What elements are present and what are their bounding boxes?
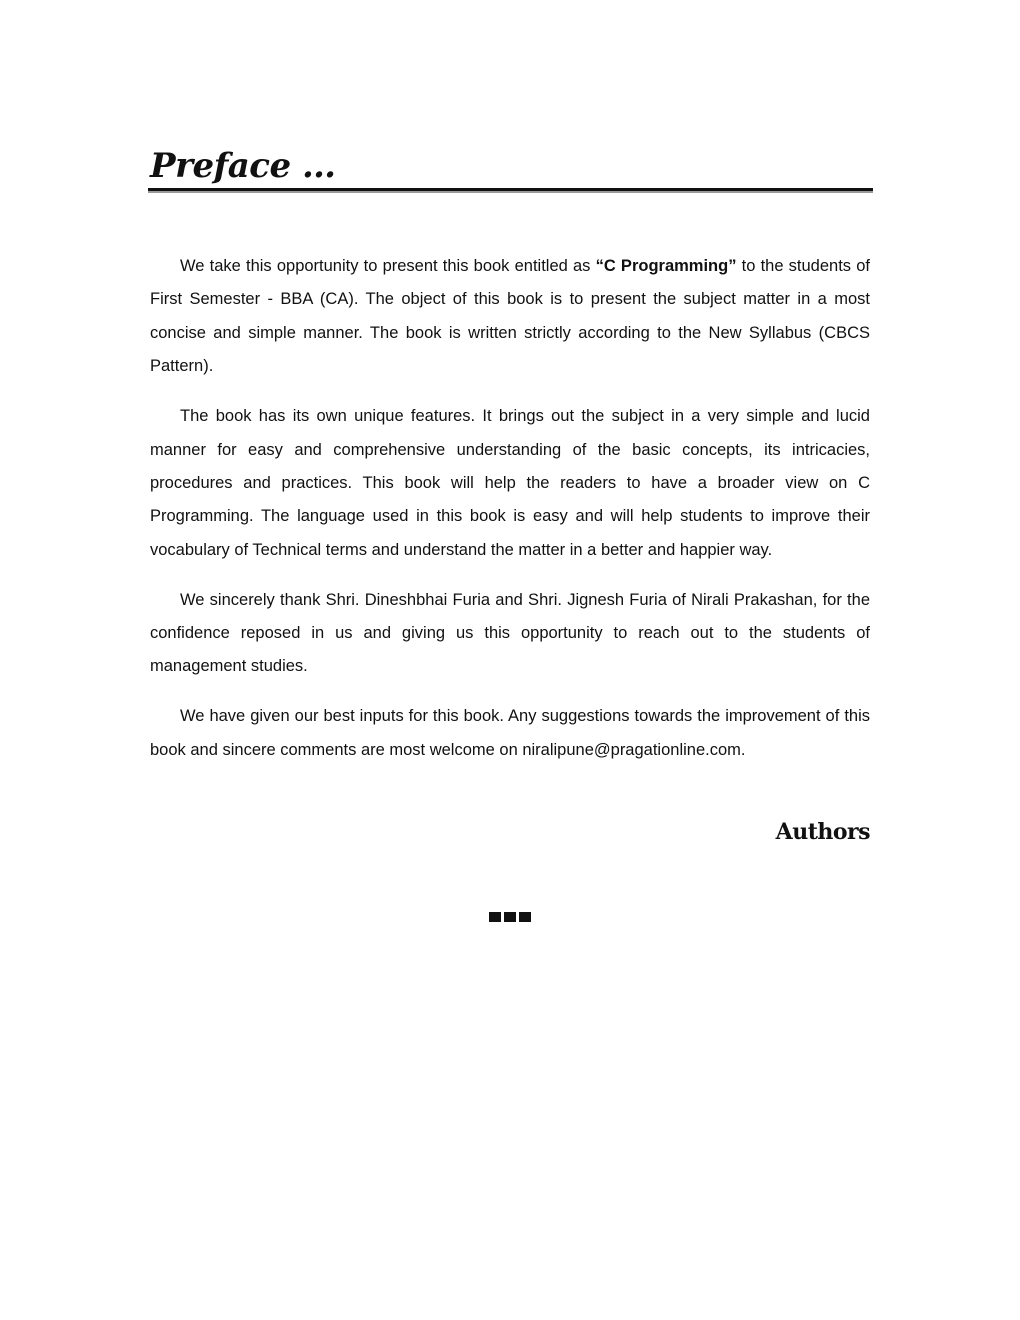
preface-body (150, 250, 870, 784)
paragraph-thanks: We sincerely thank Shri. Dineshbhai Furia and Shri. Jignesh Furia of Nirali Prakashan, for the confidence reposed in us and giving us this opportunity to reach out to the students of management studies. (150, 590, 870, 676)
book-title-emphasis: “C Programming” (595, 257, 737, 275)
paragraph-suggestions: We have given our best inputs for this book. Any suggestions towards the improvement of this book and sincere comments are most welcome on niralipune@pragationline.com. (150, 707, 870, 759)
title-block (148, 146, 873, 193)
page-title: Preface … (150, 146, 336, 186)
authors-signature: Authors (775, 819, 870, 845)
paragraph-intro (150, 250, 870, 384)
title-underline (148, 188, 873, 193)
square-bullet-icon (504, 912, 516, 922)
square-bullet-icon (519, 912, 531, 922)
three-square-bullets-icon (489, 912, 531, 922)
paragraph-intro-after: to the students of First Semester - BBA (CA). The object of this book is to present the subject matter in a most concise and simple manner. The book is written strictly according to the New Syllabus (CBCS Pattern). (150, 257, 870, 376)
paragraph-features: The book has its own unique features. It brings out the subject in a very simple and lucid manner for easy and comprehensive understanding of the basic concepts, its intricacies, procedures and practices. This book will help the readers to have a broader view on C Programming. The language used in this book is easy and will help students to improve their vocabulary of Technical terms and understand the matter in a better and happier way. (150, 407, 870, 559)
square-bullet-icon (489, 912, 501, 922)
paragraph-intro-before: We take this opportunity to present this book entitled as (180, 257, 596, 275)
